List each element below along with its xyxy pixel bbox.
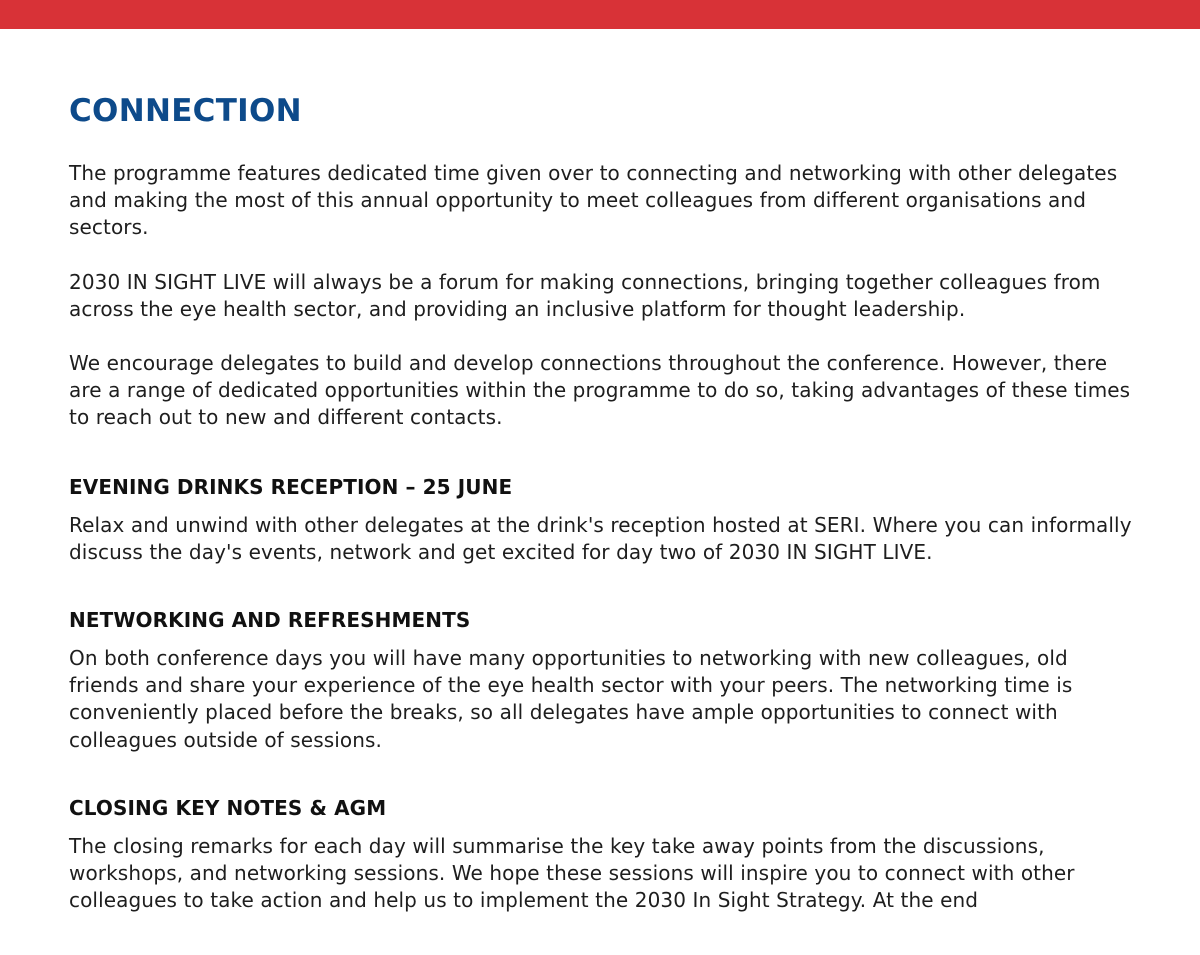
section-heading: EVENING DRINKS RECEPTION – 25 JUNE: [69, 474, 513, 499]
page-content: [69, 88, 1139, 955]
section-evening-drinks: [69, 474, 1139, 566]
section-body: The closing remarks for each day will summarise the key take away points from the discussions, workshops, and networking sessions. We hope these sessions will inspire you to connect with other colleagues to take action and help us to implement the 2030 In Sight Strategy. At the end: [69, 833, 1075, 913]
section-body: Relax and unwind with other delegates at the drink's reception hosted at SERI. Where you can informally discuss the day's events, network and get excited for day two of 2030 IN SIGHT LIVE.: [69, 512, 1132, 564]
section-networking: [69, 607, 1139, 754]
intro-paragraph-2: 2030 IN SIGHT LIVE will always be a forum for making connections, bringing together colleagues from across the eye health sector, and providing an inclusive platform for thought leadership.: [69, 269, 1101, 321]
header-accent-bar: [0, 0, 1200, 29]
section-body: On both conference days you will have many opportunities to networking with new colleagues, old friends and share your experience of the eye health sector with your peers. The networking time is conveniently placed before the breaks, so all delegates have ample opportunities to connect with colleagues outside of sessions.: [69, 646, 1073, 752]
intro-paragraph-1: The programme features dedicated time given over to connecting and networking with other delegates and making the most of this annual opportunity to meet colleagues from different organisations and sectors.: [69, 161, 1118, 240]
section-heading: NETWORKING AND REFRESHMENTS: [69, 608, 471, 633]
section-heading: CLOSING KEY NOTES & AGM: [69, 795, 387, 820]
section-closing-keynotes: [69, 795, 1139, 915]
intro-paragraph-3: We encourage delegates to build and develop connections throughout the conference. However, there are a range of dedicated opportunities within the programme to do so, taking advantages of these times to reach out to new and different contacts.: [69, 351, 1131, 430]
page-title: CONNECTION: [69, 93, 302, 129]
